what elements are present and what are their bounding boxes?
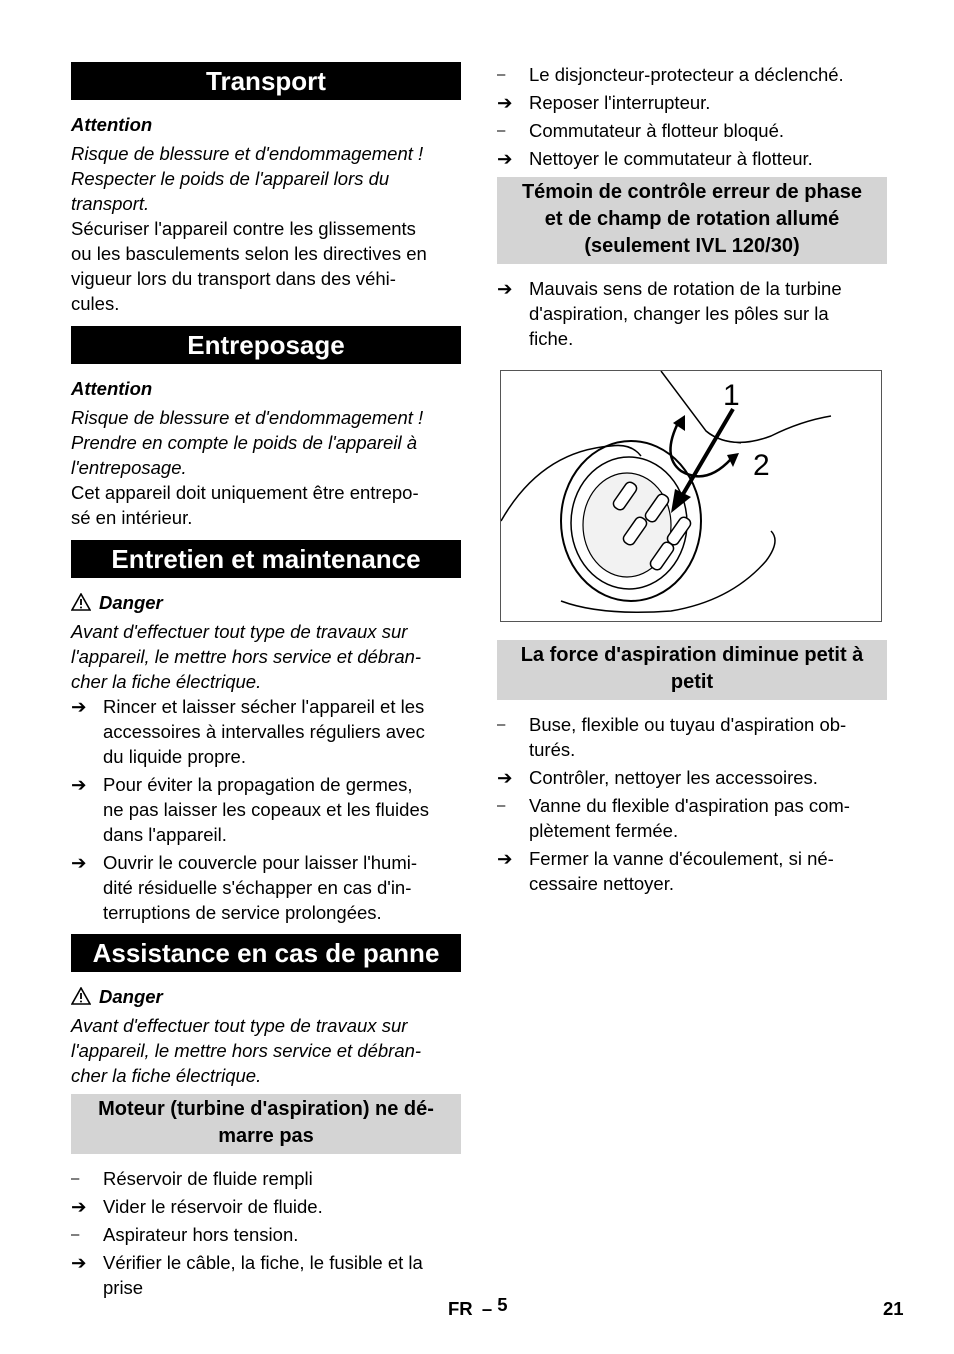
arrow-icon: ➔ xyxy=(497,148,513,169)
warning-line: cher la fiche électrique. xyxy=(71,1065,262,1086)
list-line: Rincer et laisser sécher l'appareil et les xyxy=(103,696,425,717)
warning-line: l'appareil, le mettre hors service et débran- xyxy=(71,646,422,667)
body-line: Cet appareil doit uniquement être entrepo- xyxy=(71,482,419,503)
subheading-line: marre pas xyxy=(218,1125,314,1147)
list-line: d'aspiration, changer les pôles sur la xyxy=(529,303,829,324)
list-item xyxy=(497,118,887,143)
right-column xyxy=(497,62,887,899)
list-item xyxy=(497,793,887,843)
arrow-icon: ➔ xyxy=(497,848,513,869)
body-line: cules. xyxy=(71,293,120,314)
arrow-icon: ➔ xyxy=(497,278,513,299)
list-line: prise xyxy=(103,1277,144,1298)
page-number: 21 xyxy=(883,1298,904,1319)
list-item xyxy=(71,772,461,847)
arrow-icon: ➔ xyxy=(71,1196,87,1217)
body-line: sé en intérieur. xyxy=(71,507,193,528)
list-item xyxy=(71,1250,461,1300)
subheading-line: et de champ de rotation allumé xyxy=(544,208,840,230)
dash-icon: – xyxy=(497,66,506,83)
arrow-icon: ➔ xyxy=(497,92,513,113)
subheading-moteur xyxy=(71,1094,461,1154)
warning-line: Risque de blessure et d'endommagement ! xyxy=(71,143,424,164)
list-line: dans l'appareil. xyxy=(103,824,227,845)
list-line: Mauvais sens de rotation de la turbine xyxy=(529,278,842,299)
list-item xyxy=(497,765,887,790)
arrow-icon: ➔ xyxy=(71,852,87,873)
list-line: Contrôler, nettoyer les accessoires. xyxy=(529,767,818,788)
subheading-temoin xyxy=(497,177,887,264)
danger-label: Danger xyxy=(99,986,163,1007)
list-line: Vérifier le câble, la fiche, le fusible et la xyxy=(103,1252,423,1273)
list-line: Commutateur à flotteur bloqué. xyxy=(529,120,785,141)
footer-language: FR xyxy=(448,1298,473,1319)
subheading-line: Moteur (turbine d'aspiration) ne dé- xyxy=(98,1098,434,1120)
list-line: Buse, flexible ou tuyau d'aspiration ob- xyxy=(529,714,847,735)
list-item xyxy=(71,1222,461,1247)
body-line: Sécuriser l'appareil contre les glissements xyxy=(71,218,416,239)
list-item xyxy=(497,846,887,896)
dash-icon: – xyxy=(497,122,506,139)
list-line: Le disjoncteur-protecteur a déclenché. xyxy=(529,64,844,85)
subheading-line: Témoin de contrôle erreur de phase xyxy=(521,181,863,203)
list-item xyxy=(71,694,461,769)
list-line: cessaire nettoyer. xyxy=(529,873,674,894)
list-line: Aspirateur hors tension. xyxy=(103,1224,299,1245)
subheading-force xyxy=(497,640,887,700)
danger-label: Danger xyxy=(99,592,163,613)
danger-label-row xyxy=(71,984,461,1009)
warning-line: Avant d'effectuer tout type de travaux sur xyxy=(71,621,408,642)
arrow-icon: ➔ xyxy=(71,774,87,795)
list-item xyxy=(71,1166,461,1191)
list-line: terruptions de service prolongées. xyxy=(103,902,382,923)
warning-line: Avant d'effectuer tout type de travaux sur xyxy=(71,1015,408,1036)
plug-rotation-illustration xyxy=(500,370,882,622)
list-line: Réservoir de fluide rempli xyxy=(103,1168,313,1189)
arrow-icon: ➔ xyxy=(497,767,513,788)
footer-dash: – xyxy=(481,1298,493,1319)
danger-label-row xyxy=(71,590,461,615)
list-item xyxy=(497,712,887,762)
list-line: dité résiduelle s'échapper en cas d'in- xyxy=(103,877,412,898)
dash-icon: – xyxy=(497,716,506,733)
warning-line: Respecter le poids de l'appareil lors du xyxy=(71,168,390,189)
warning-line: Risque de blessure et d'endommagement ! xyxy=(71,407,424,428)
arrow-icon: ➔ xyxy=(71,1252,87,1273)
list-item xyxy=(71,1194,461,1219)
dash-icon: – xyxy=(71,1170,80,1187)
dash-icon: – xyxy=(71,1226,80,1243)
list-line: Vider le réservoir de fluide. xyxy=(103,1196,323,1217)
figure-label-2: 2 xyxy=(753,449,770,482)
subheading-line: La force d'aspiration diminue petit à xyxy=(520,644,864,666)
list-line: du liquide propre. xyxy=(103,746,246,767)
warning-triangle-icon xyxy=(71,987,91,1005)
section-heading-assistance: Assistance en cas de panne xyxy=(71,934,461,972)
left-column xyxy=(71,62,461,1303)
list-line: Vanne du flexible d'aspiration pas com- xyxy=(529,795,850,816)
warning-line: l'appareil, le mettre hors service et débran- xyxy=(71,1040,422,1061)
attention-label: Attention xyxy=(71,378,153,399)
subheading-line: (seulement IVL 120/30) xyxy=(584,235,800,257)
list-line: Ouvrir le couvercle pour laisser l'humi- xyxy=(103,852,418,873)
list-line: Fermer la vanne d'écoulement, si né- xyxy=(529,848,834,869)
attention-label: Attention xyxy=(71,114,153,135)
list-line: fiche. xyxy=(529,328,574,349)
arrow-icon: ➔ xyxy=(71,696,87,717)
dash-icon: – xyxy=(497,797,506,814)
section-heading-entretien: Entretien et maintenance xyxy=(71,540,461,578)
body-line: vigueur lors du transport dans des véhi- xyxy=(71,268,396,289)
warning-line: l'entreposage. xyxy=(71,457,187,478)
footer xyxy=(448,1296,508,1321)
section-heading-entreposage: Entreposage xyxy=(71,326,461,364)
list-line: turés. xyxy=(529,739,576,760)
subheading-line: petit xyxy=(670,671,714,693)
list-item xyxy=(497,62,887,87)
list-line: ne pas laisser les copeaux et les fluides xyxy=(103,799,429,820)
list-line: Reposer l'interrupteur. xyxy=(529,92,711,113)
list-line: plètement fermée. xyxy=(529,820,679,841)
figure-label-1: 1 xyxy=(723,379,740,412)
body-line: ou les basculements selon les directives en xyxy=(71,243,427,264)
warning-line: Prendre en compte le poids de l'appareil à xyxy=(71,432,417,453)
list-item xyxy=(497,90,887,115)
list-line: accessoires à intervalles réguliers avec xyxy=(103,721,425,742)
list-item xyxy=(71,850,461,925)
list-item xyxy=(497,276,887,351)
list-line: Pour éviter la propagation de germes, xyxy=(103,774,413,795)
section-heading-transport: Transport xyxy=(71,62,461,100)
footer-section-number: 5 xyxy=(497,1294,508,1315)
list-item xyxy=(497,146,887,171)
list-line: Nettoyer le commutateur à flotteur. xyxy=(529,148,813,169)
warning-triangle-icon xyxy=(71,593,91,611)
warning-line: transport. xyxy=(71,193,150,214)
warning-line: cher la fiche électrique. xyxy=(71,671,262,692)
